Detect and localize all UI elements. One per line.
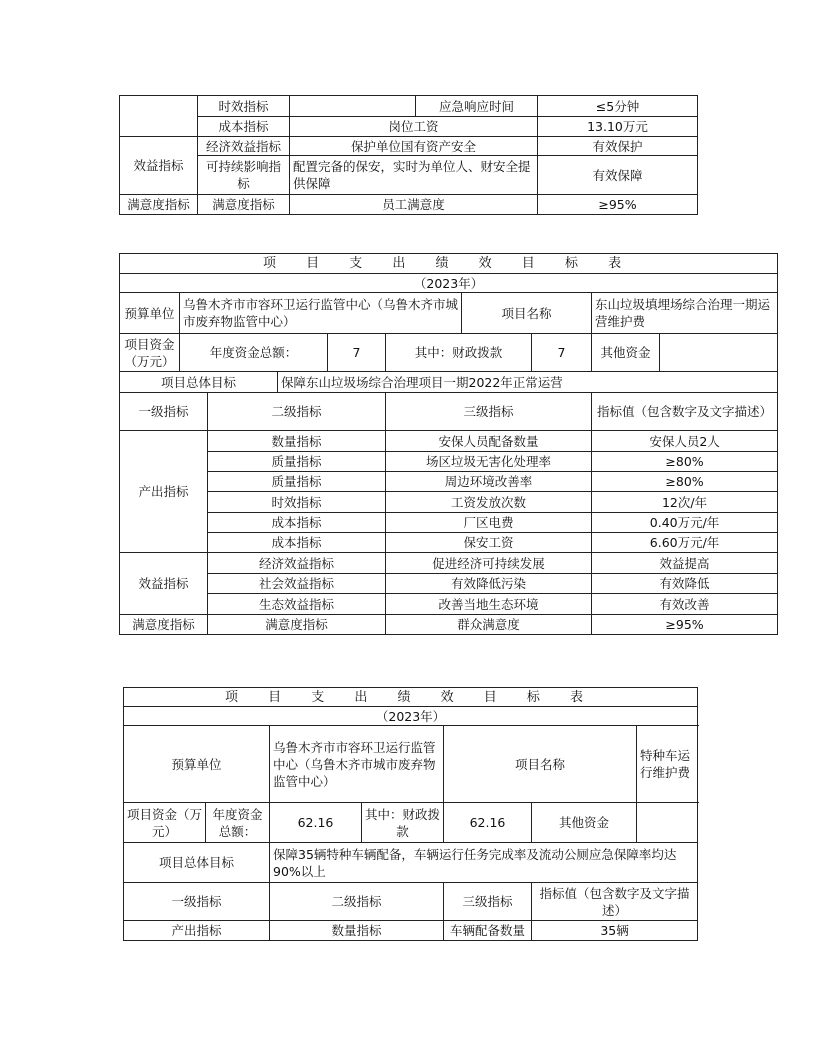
level2-cell: 成本指标 bbox=[198, 117, 290, 137]
header-level2: 二级指标 bbox=[270, 883, 444, 921]
value-cell: 有效保护 bbox=[538, 137, 698, 156]
level3-cell: 促进经济可持续发展 bbox=[386, 553, 592, 574]
value-cell: 有效降低 bbox=[592, 574, 778, 594]
table-title: 项 目 支 出 绩 效 目 标 表 bbox=[120, 254, 778, 274]
satisfaction-indicator-label: 满意度指标 bbox=[120, 615, 208, 635]
value-cell: ≥80% bbox=[592, 452, 778, 472]
level3-cell: 保护单位国有资产安全 bbox=[290, 137, 538, 156]
fiscal-value: 62.16 bbox=[444, 803, 532, 843]
annual-total-value: 7 bbox=[328, 334, 386, 372]
level3-cell: 员工满意度 bbox=[290, 195, 538, 215]
level2-cell: 满意度指标 bbox=[208, 615, 386, 635]
header-level3: 三级指标 bbox=[386, 393, 592, 431]
level2-cell: 成本指标 bbox=[208, 513, 386, 533]
value-cell: 6.60万元/年 bbox=[592, 533, 778, 553]
value-cell: ≥80% bbox=[592, 472, 778, 492]
value-cell: 有效保障 bbox=[538, 156, 698, 195]
header-level2: 二级指标 bbox=[208, 393, 386, 431]
other-funds-value bbox=[637, 803, 698, 843]
project-name-label: 项目名称 bbox=[462, 293, 592, 334]
benefit-indicator-label: 效益指标 bbox=[120, 553, 208, 615]
level3-cell: 场区垃圾无害化处理率 bbox=[386, 452, 592, 472]
overall-goal-value: 保障35辆特种车辆配备，车辆运行任务完成率及流动公厕应急保障率均达90%以上 bbox=[270, 843, 698, 883]
value-cell: ≥95% bbox=[592, 615, 778, 635]
budget-unit-value: 乌鲁木齐市市容环卫运行监管中心（乌鲁木齐市城市废弃物监管中心） bbox=[180, 293, 462, 334]
output-indicator-label: 产出指标 bbox=[124, 921, 270, 941]
level1-cell-output bbox=[120, 96, 198, 137]
overall-goal-label: 项目总体目标 bbox=[120, 372, 278, 393]
value-cell: 12次/年 bbox=[592, 492, 778, 513]
level2-cell: 时效指标 bbox=[198, 96, 290, 117]
level3-cell: 改善当地生态环境 bbox=[386, 594, 592, 615]
level1-cell: 满意度指标 bbox=[120, 195, 198, 215]
value-cell: ≥95% bbox=[538, 195, 698, 215]
project-name-value: 东山垃圾填埋场综合治理一期运营维护费 bbox=[592, 293, 778, 334]
level3-cell: 安保人员配备数量 bbox=[386, 431, 592, 452]
level3-cell: 有效降低污染 bbox=[386, 574, 592, 594]
value-cell: 效益提高 bbox=[592, 553, 778, 574]
level2-cell: 经济效益指标 bbox=[208, 553, 386, 574]
level3-cell: 应急响应时间 bbox=[416, 96, 538, 117]
output-indicator-label: 产出指标 bbox=[120, 431, 208, 553]
header-value: 指标值（包含数字及文字描述） bbox=[532, 883, 698, 921]
level3-cell: 群众满意度 bbox=[386, 615, 592, 635]
level2-cell: 满意度指标 bbox=[198, 195, 290, 215]
level3-cell: 工资发放次数 bbox=[386, 492, 592, 513]
performance-table bbox=[119, 253, 778, 635]
header-level1: 一级指标 bbox=[120, 393, 208, 431]
header-level1: 一级指标 bbox=[124, 883, 270, 921]
level3-cell bbox=[290, 96, 416, 117]
budget-unit-value: 乌鲁木齐市市容环卫运行监管中心（乌鲁木齐市城市废弃物监管中心） bbox=[270, 726, 444, 803]
level2-cell: 社会效益指标 bbox=[208, 574, 386, 594]
performance-table bbox=[123, 687, 698, 941]
table-year: （2023年） bbox=[124, 707, 698, 726]
value-cell: ≤5分钟 bbox=[538, 96, 698, 117]
annual-total-label: 年度资金总额： bbox=[180, 334, 328, 372]
level2-cell: 成本指标 bbox=[208, 533, 386, 553]
fiscal-value: 7 bbox=[532, 334, 592, 372]
other-funds-label: 其他资金 bbox=[532, 803, 637, 843]
annual-total-label: 年度资金总额： bbox=[206, 803, 270, 843]
level1-cell: 效益指标 bbox=[120, 137, 198, 195]
table-year: （2023年） bbox=[120, 274, 778, 293]
level3-cell: 配置完备的保安，实时为单位人、财安全提供保障 bbox=[290, 156, 538, 195]
other-funds-value bbox=[660, 334, 778, 372]
level3-cell: 周边环境改善率 bbox=[386, 472, 592, 492]
value-cell: 13.10万元 bbox=[538, 117, 698, 137]
fiscal-label: 其中：财政拨款 bbox=[386, 334, 532, 372]
level3-cell: 岗位工资 bbox=[290, 117, 538, 137]
level2-cell: 数量指标 bbox=[270, 921, 444, 941]
table-title: 项 目 支 出 绩 效 目 标 表 bbox=[124, 688, 698, 707]
funds-label: 项目资金（万元） bbox=[124, 803, 206, 843]
level3-cell: 保安工资 bbox=[386, 533, 592, 553]
value-cell: 安保人员2人 bbox=[592, 431, 778, 452]
budget-unit-label: 预算单位 bbox=[120, 293, 180, 334]
project-name-value: 特种车运行维护费 bbox=[637, 726, 698, 803]
overall-goal-label: 项目总体目标 bbox=[124, 843, 270, 883]
other-funds-label: 其他资金 bbox=[592, 334, 660, 372]
performance-table-continued bbox=[119, 95, 698, 215]
overall-goal-value: 保障东山垃圾场综合治理项目一期2022年正常运营 bbox=[278, 372, 778, 393]
level2-cell: 经济效益指标 bbox=[198, 137, 290, 156]
level2-cell: 生态效益指标 bbox=[208, 594, 386, 615]
level2-cell: 数量指标 bbox=[208, 431, 386, 452]
value-cell: 有效改善 bbox=[592, 594, 778, 615]
header-value: 指标值（包含数字及文字描述） bbox=[592, 393, 778, 431]
funds-label: 项目资金（万元） bbox=[120, 334, 180, 372]
header-level3: 三级指标 bbox=[444, 883, 532, 921]
project-name-label: 项目名称 bbox=[444, 726, 637, 803]
level3-cell: 厂区电费 bbox=[386, 513, 592, 533]
level2-cell: 质量指标 bbox=[208, 452, 386, 472]
level2-cell: 时效指标 bbox=[208, 492, 386, 513]
level2-cell: 质量指标 bbox=[208, 472, 386, 492]
fiscal-label: 其中：财政拨款 bbox=[362, 803, 444, 843]
level2-cell: 可持续影响指标 bbox=[198, 156, 290, 195]
annual-total-value: 62.16 bbox=[270, 803, 362, 843]
value-cell: 35辆 bbox=[532, 921, 698, 941]
budget-unit-label: 预算单位 bbox=[124, 726, 270, 803]
value-cell: 0.40万元/年 bbox=[592, 513, 778, 533]
level3-cell: 车辆配备数量 bbox=[444, 921, 532, 941]
